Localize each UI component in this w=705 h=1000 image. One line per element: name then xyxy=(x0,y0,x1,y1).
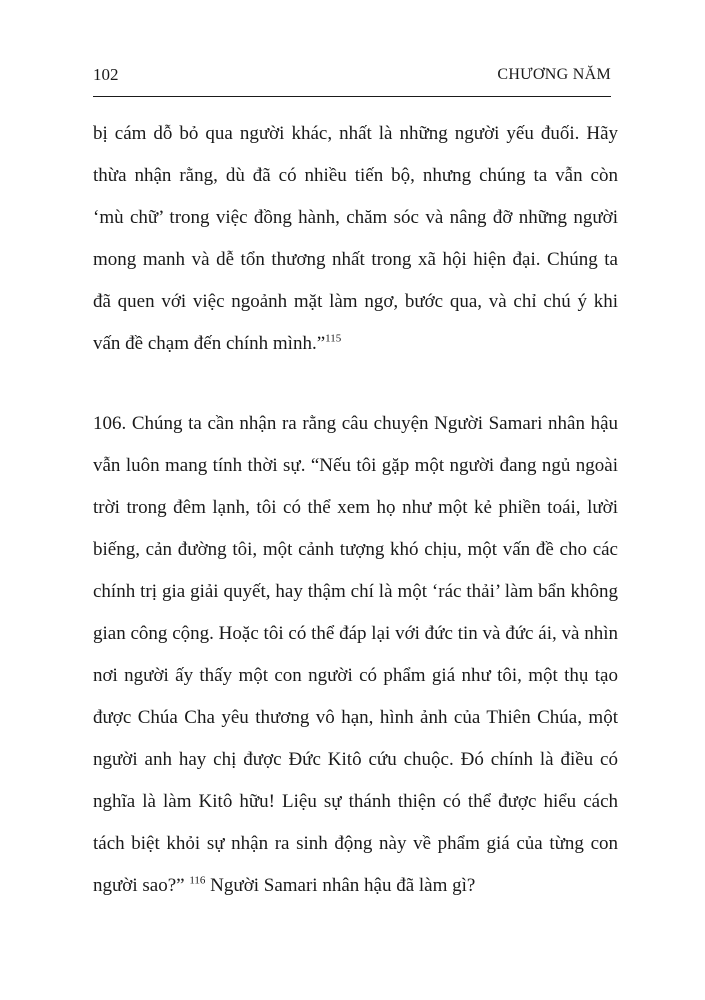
paragraph-1-line: thừa nhận rằng, dù đã có nhiều tiến bộ, nhưng chúng ta vẫn còn xyxy=(93,165,618,186)
paragraph-2-line: vẫn luôn mang tính thời sự. “Nếu tôi gặp một người đang ngủ ngoài xyxy=(93,455,618,476)
paragraph-2-line: chính trị gia giải quyết, hay thậm chí là một ‘rác thải’ làm bẩn không xyxy=(93,581,618,602)
paragraph-2-line: nghĩa là làm Kitô hữu! Liệu sự thánh thiện có thể được hiểu cách xyxy=(93,791,618,812)
footnote-ref-115[interactable]: 115 xyxy=(325,332,342,345)
paragraph-2-last-line xyxy=(93,874,618,898)
paragraph-1-line: bị cám dỗ bỏ qua người khác, nhất là những người yếu đuối. Hãy xyxy=(93,123,618,144)
footnote-ref-116[interactable]: 116 xyxy=(189,874,206,887)
chapter-title: CHƯƠNG NĂM xyxy=(497,66,611,83)
paragraph-1-last-line xyxy=(93,332,618,356)
paragraph-1-line: đã quen với việc ngoảnh mặt làm ngơ, bước qua, và chỉ chú ý khi xyxy=(93,291,618,312)
paragraph-2-line: biếng, cản đường tôi, một cảnh tượng khó chịu, một vấn đề cho các xyxy=(93,539,618,560)
paragraph-2-last-text-after: Người Samari nhân hậu đã làm gì? xyxy=(210,875,476,896)
paragraph-2-line: được Chúa Cha yêu thương vô hạn, hình ảnh của Thiên Chúa, một xyxy=(93,707,618,728)
paragraph-2-line: nơi người ấy thấy một con người có phẩm giá như tôi, một thụ tạo xyxy=(93,665,618,686)
paragraph-2-last-text-before: người sao?” xyxy=(93,875,185,896)
paragraph-2-line: 106. Chúng ta cần nhận ra rằng câu chuyện Người Samari nhân hậu xyxy=(93,413,618,434)
paragraph-1-line: mong manh và dễ tổn thương nhất trong xã hội hiện đại. Chúng ta xyxy=(93,249,618,270)
paragraph-2-line: người anh hay chị được Đức Kitô cứu chuộc. Đó chính là điều có xyxy=(93,749,618,770)
paragraph-2-line: trời trong đêm lạnh, tôi có thể xem họ như một kẻ phiền toái, lười xyxy=(93,497,618,518)
paragraph-2-line: tách biệt khỏi sự nhận ra sinh động này về phẩm giá của từng con xyxy=(93,833,618,854)
paragraph-2-line: gian công cộng. Hoặc tôi có thể đáp lại với đức tin và đức ái, và nhìn xyxy=(93,623,618,644)
paragraph-1-last-text: vấn đề chạm đến chính mình.” xyxy=(93,333,326,354)
page-number: 102 xyxy=(93,65,119,84)
running-header xyxy=(93,64,611,97)
paragraph-1-line: ‘mù chữ’ trong việc đồng hành, chăm sóc và nâng đỡ những người xyxy=(93,207,618,228)
